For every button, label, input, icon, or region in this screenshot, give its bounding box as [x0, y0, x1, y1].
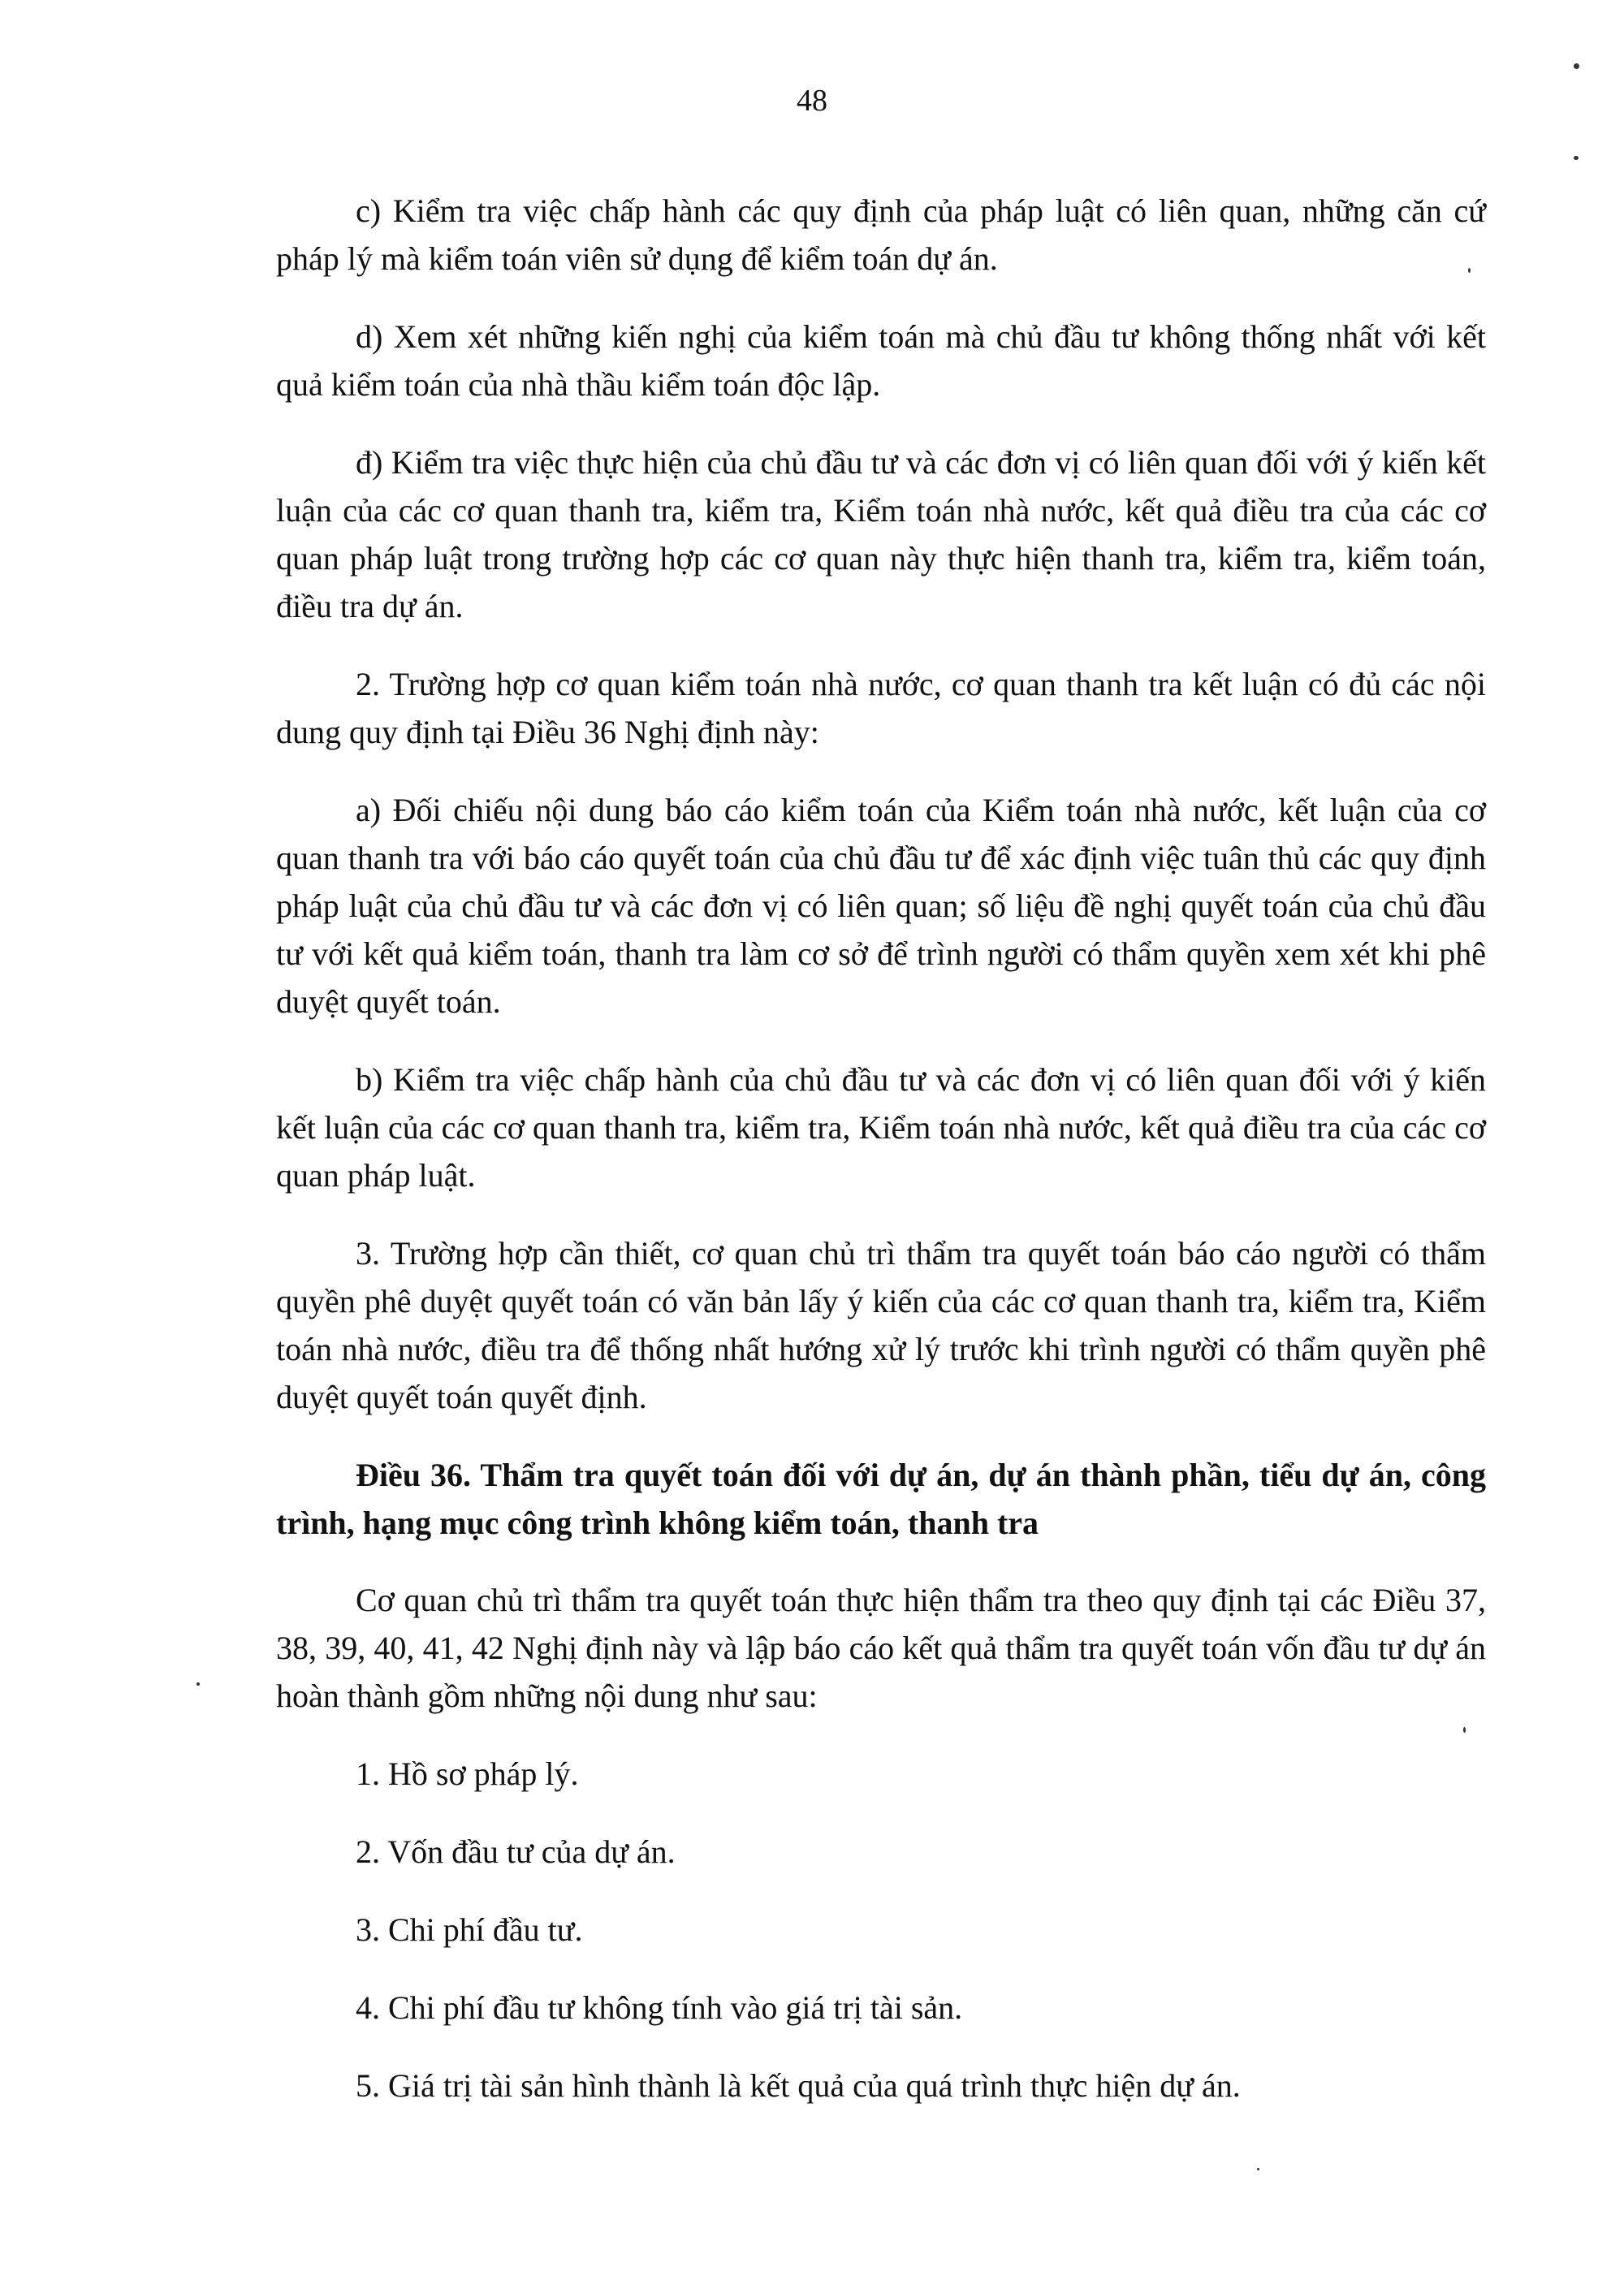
list-item: 4. Chi phí đầu tư không tính vào giá trị tài sản. [356, 1989, 963, 2026]
article-36-heading: Điều 36. Thẩm tra quyết toán đối với dự án, dự án thành phần, tiểu dự án, công trình, hạng mục công trình không kiểm toán, thanh tra [276, 1457, 1486, 1541]
paragraph-2b: b) Kiểm tra việc chấp hành của chủ đầu tư và các đơn vị có liên quan đối với ý kiến kết luận của các cơ quan thanh tra, kiểm tra, Kiểm toán nhà nước, kết quả điều tra của các cơ quan pháp luật. [276, 1061, 1486, 1194]
scan-speck [1463, 1727, 1466, 1733]
scan-speck [1574, 156, 1579, 160]
list-item: 2. Vốn đầu tư của dự án. [356, 1833, 676, 1870]
paragraph-c: c) Kiểm tra việc chấp hành các quy định của pháp luật có liên quan, những căn cứ pháp lý mà kiểm toán viên sử dụng để kiểm toán dự án. [276, 192, 1486, 277]
document-body [276, 187, 1486, 2109]
list-item: 3. Chi phí đầu tư. [356, 1911, 583, 1948]
paragraph-d: d) Xem xét những kiến nghị của kiểm toán mà chủ đầu tư không thống nhất với kết quả kiểm toán của nhà thầu kiểm toán độc lập. [276, 318, 1486, 403]
paragraph-clause-3: 3. Trường hợp cần thiết, cơ quan chủ trì thẩm tra quyết toán báo cáo người có thẩm quyền phê duyệt quyết toán có văn bản lấy ý kiến của các cơ quan thanh tra, kiểm tra, Kiểm toán nhà nước, điều tra để thống nhất hướng xử lý trước khi trình người có thẩm quyền phê duyệt quyết toán quyết định. [276, 1235, 1486, 1415]
scan-speck [197, 1682, 200, 1686]
article-36-intro: Cơ quan chủ trì thẩm tra quyết toán thực hiện thẩm tra theo quy định tại các Điều 37, 38, 39, 40, 41, 42 Nghị định này và lập báo cáo kết quả thẩm tra quyết toán vốn đầu tư dự án hoàn thành gồm những nội dung như sau: [276, 1582, 1486, 1714]
list-item: 5. Giá trị tài sản hình thành là kết quả của quá trình thực hiện dự án. [356, 2067, 1241, 2104]
paragraph-2a: a) Đối chiếu nội dung báo cáo kiểm toán của Kiểm toán nhà nước, kết luận của cơ quan thanh tra với báo cáo quyết toán của chủ đầu tư để xác định việc tuân thủ các quy định pháp luật của chủ đầu tư và các đơn vị có liên quan; số liệu đề nghị quyết toán của chủ đầu tư với kết quả kiểm toán, thanh tra làm cơ sở để trình người có thẩm quyền xem xét khi phê duyệt quyết toán. [276, 792, 1486, 1020]
scan-speck [1574, 63, 1579, 69]
paragraph-clause-2: 2. Trường hợp cơ quan kiểm toán nhà nước, cơ quan thanh tra kết luận có đủ các nội dung quy định tại Điều 36 Nghị định này: [276, 666, 1486, 750]
paragraph-dd: đ) Kiểm tra việc thực hiện của chủ đầu tư và các đơn vị có liên quan đối với ý kiến kết luận của các cơ quan thanh tra, kiểm tra, Kiểm toán nhà nước, kết quả điều tra của các cơ quan pháp luật trong trường hợp các cơ quan này thực hiện thanh tra, kiểm tra, kiểm toán, điều tra dự án. [276, 444, 1486, 624]
list-item: 1. Hồ sơ pháp lý. [356, 1755, 579, 1792]
scan-speck [1257, 2168, 1259, 2170]
page-number: 48 [797, 84, 827, 118]
scan-speck [1468, 268, 1471, 273]
